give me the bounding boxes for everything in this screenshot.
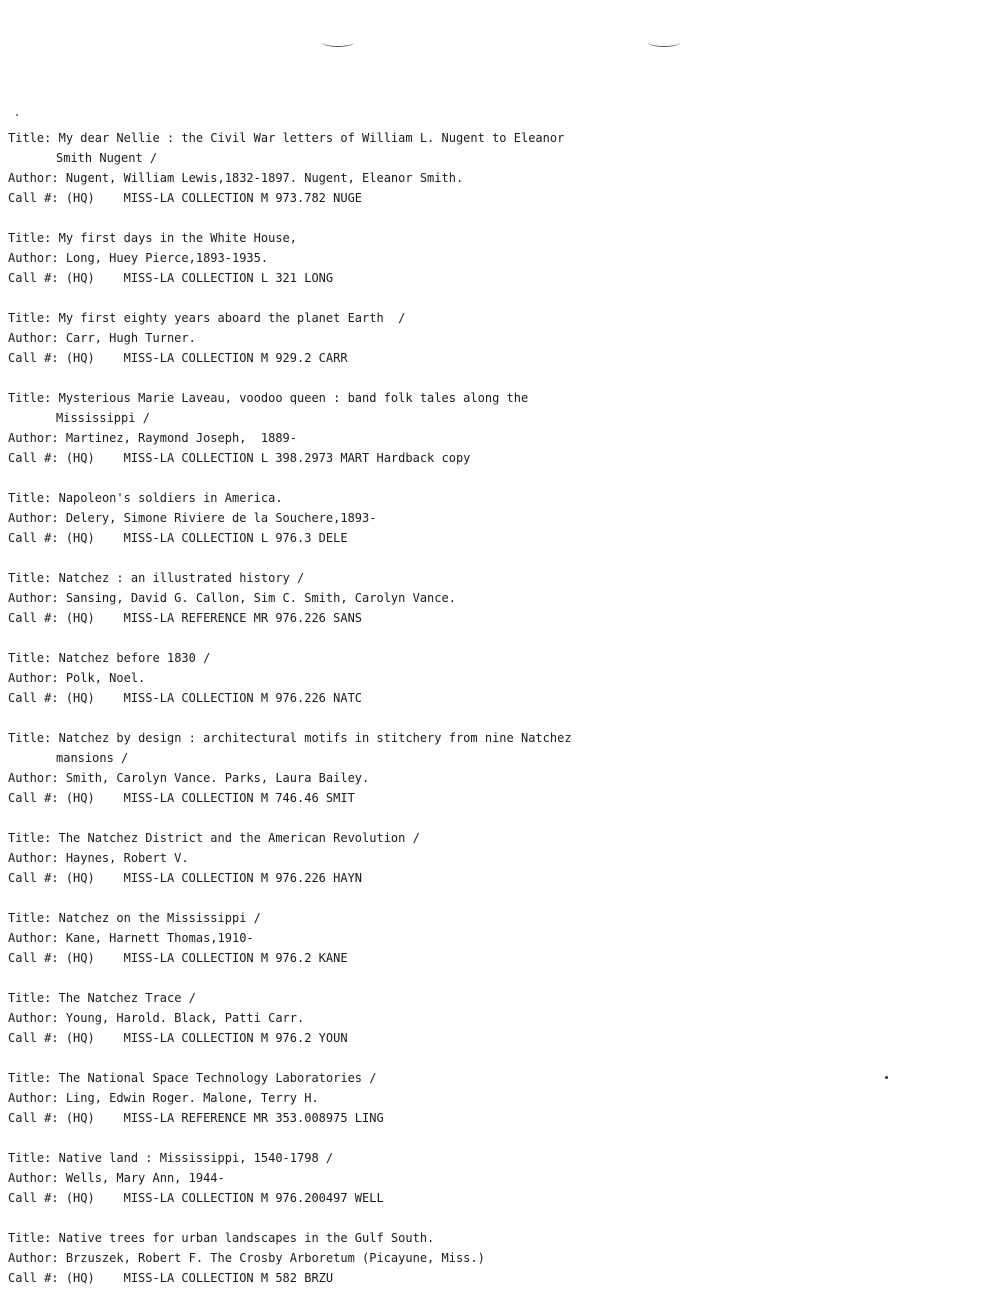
- author-label: Author:: [8, 171, 59, 185]
- title-line: [8, 988, 978, 1008]
- author-line: [8, 328, 978, 348]
- title-label: Title:: [8, 1071, 52, 1085]
- entry-call-number: (HQ) MISS-LA COLLECTION L 976.3 DELE: [65, 531, 348, 545]
- author-line: [8, 1088, 978, 1108]
- title-label: Title:: [8, 311, 52, 325]
- call-number-label: Call #:: [8, 191, 59, 205]
- title-line: [8, 828, 978, 848]
- call-number-label: Call #:: [8, 351, 59, 365]
- title-label: Title:: [8, 571, 52, 585]
- title-label: Title:: [8, 831, 52, 845]
- author-label: Author:: [8, 1171, 59, 1185]
- entry-call-number: (HQ) MISS-LA REFERENCE MR 353.008975 LING: [65, 1111, 384, 1125]
- call-number-line: [8, 188, 978, 208]
- entry-call-number: (HQ) MISS-LA COLLECTION M 976.226 HAYN: [65, 871, 363, 885]
- author-line: [8, 168, 978, 188]
- call-number-line: [8, 448, 978, 468]
- entry-title: Mysterious Marie Laveau, voodoo queen : band folk tales along the: [58, 391, 529, 405]
- title-label: Title:: [8, 131, 52, 145]
- author-label: Author:: [8, 1251, 59, 1265]
- catalog-entry: [8, 1068, 978, 1128]
- author-label: Author:: [8, 591, 59, 605]
- title-line: [8, 908, 978, 928]
- entry-author: Long, Huey Pierce,1893-1935.: [65, 251, 269, 265]
- entry-title: The Natchez District and the American Revolution /: [58, 831, 420, 845]
- call-number-line: [8, 1028, 978, 1048]
- entry-author: Polk, Noel.: [65, 671, 146, 685]
- entry-title: The Natchez Trace /: [58, 991, 196, 1005]
- entry-title: Natchez : an illustrated history /: [58, 571, 305, 585]
- title-line: [8, 1228, 978, 1248]
- entry-author: Martinez, Raymond Joseph, 1889-: [65, 431, 297, 445]
- entry-title: My dear Nellie : the Civil War letters of William L. Nugent to Eleanor: [58, 131, 565, 145]
- call-number-label: Call #:: [8, 271, 59, 285]
- entry-call-number: (HQ) MISS-LA COLLECTION M 973.782 NUGE: [65, 191, 363, 205]
- author-line: [8, 848, 978, 868]
- catalog-entry: [8, 648, 978, 708]
- author-label: Author:: [8, 511, 59, 525]
- author-line: [8, 428, 978, 448]
- entry-title: Natchez before 1830 /: [58, 651, 211, 665]
- entry-call-number: (HQ) MISS-LA COLLECTION M 582 BRZU: [65, 1271, 334, 1285]
- title-label: Title:: [8, 911, 52, 925]
- author-label: Author:: [8, 851, 59, 865]
- call-number-line: [8, 868, 978, 888]
- catalog-entry: [8, 568, 978, 628]
- catalog-entry: [8, 308, 978, 368]
- entry-author: Sansing, David G. Callon, Sim C. Smith, Carolyn Vance.: [65, 591, 456, 605]
- catalog-entry: [8, 388, 978, 468]
- scan-speck: [16, 114, 18, 116]
- author-label: Author:: [8, 1011, 59, 1025]
- entry-call-number: (HQ) MISS-LA COLLECTION M 976.226 NATC: [65, 691, 363, 705]
- catalog-entry: [8, 728, 978, 808]
- entry-title: Native land : Mississippi, 1540-1798 /: [58, 1151, 334, 1165]
- author-line: [8, 248, 978, 268]
- catalog-entry: [8, 908, 978, 968]
- call-number-label: Call #:: [8, 1031, 59, 1045]
- title-line: [8, 488, 978, 508]
- title-line: [8, 228, 978, 248]
- entry-call-number: (HQ) MISS-LA COLLECTION M 746.46 SMIT: [65, 791, 355, 805]
- catalog-entry: [8, 1228, 978, 1288]
- entry-author: Carr, Hugh Turner.: [65, 331, 196, 345]
- entry-call-number: (HQ) MISS-LA COLLECTION L 398.2973 MART Hardback copy: [65, 451, 471, 465]
- author-line: [8, 1008, 978, 1028]
- author-line: [8, 768, 978, 788]
- call-number-label: Call #:: [8, 1191, 59, 1205]
- title-label: Title:: [8, 231, 52, 245]
- catalog-entry: [8, 1148, 978, 1208]
- call-number-line: [8, 268, 978, 288]
- entry-call-number: (HQ) MISS-LA COLLECTION M 976.200497 WELL: [65, 1191, 384, 1205]
- entry-call-number: (HQ) MISS-LA COLLECTION M 976.2 YOUN: [65, 1031, 348, 1045]
- call-number-line: [8, 788, 978, 808]
- call-number-line: [8, 688, 978, 708]
- catalog-entry: [8, 488, 978, 548]
- entry-author: Haynes, Robert V.: [65, 851, 189, 865]
- catalog-entry-list: [8, 128, 978, 1308]
- catalog-entry: [8, 988, 978, 1048]
- entry-call-number: (HQ) MISS-LA REFERENCE MR 976.226 SANS: [65, 611, 363, 625]
- title-line: [8, 1068, 978, 1088]
- call-number-line: [8, 528, 978, 548]
- title-line: [8, 1148, 978, 1168]
- title-label: Title:: [8, 491, 52, 505]
- entry-author: Brzuszek, Robert F. The Crosby Arboretum (Picayune, Miss.): [65, 1251, 485, 1265]
- author-label: Author:: [8, 931, 59, 945]
- title-line: [8, 568, 978, 588]
- call-number-label: Call #:: [8, 951, 59, 965]
- call-number-label: Call #:: [8, 1111, 59, 1125]
- catalog-entry: [8, 228, 978, 288]
- call-number-label: Call #:: [8, 531, 59, 545]
- call-number-line: [8, 1268, 978, 1288]
- entry-author: Ling, Edwin Roger. Malone, Terry H.: [65, 1091, 319, 1105]
- title-label: Title:: [8, 1151, 52, 1165]
- title-line: [8, 388, 978, 408]
- author-line: [8, 588, 978, 608]
- author-label: Author:: [8, 671, 59, 685]
- entry-author: Nugent, William Lewis,1832-1897. Nugent, Eleanor Smith.: [65, 171, 464, 185]
- title-line: [8, 308, 978, 328]
- entry-title: Natchez on the Mississippi /: [58, 911, 261, 925]
- author-label: Author:: [8, 251, 59, 265]
- scan-mark-left: [322, 38, 354, 47]
- entry-title: My first days in the White House,: [58, 231, 298, 245]
- title-line: [8, 728, 978, 748]
- call-number-label: Call #:: [8, 611, 59, 625]
- scan-mark-right: [648, 38, 680, 47]
- entry-call-number: (HQ) MISS-LA COLLECTION M 929.2 CARR: [65, 351, 348, 365]
- title-label: Title:: [8, 1231, 52, 1245]
- entry-title: Native trees for urban landscapes in the Gulf South.: [58, 1231, 435, 1245]
- author-line: [8, 508, 978, 528]
- author-line: [8, 668, 978, 688]
- author-line: [8, 928, 978, 948]
- author-label: Author:: [8, 331, 59, 345]
- call-number-label: Call #:: [8, 1271, 59, 1285]
- author-line: [8, 1168, 978, 1188]
- call-number-line: [8, 348, 978, 368]
- entry-title: My first eighty years aboard the planet Earth /: [58, 311, 406, 325]
- call-number-label: Call #:: [8, 871, 59, 885]
- call-number-label: Call #:: [8, 791, 59, 805]
- entry-title: The National Space Technology Laboratories /: [58, 1071, 377, 1085]
- title-continuation: Smith Nugent /: [56, 151, 158, 165]
- title-continuation: mansions /: [56, 751, 129, 765]
- author-label: Author:: [8, 1091, 59, 1105]
- catalog-entry: [8, 128, 978, 208]
- call-number-line: [8, 1188, 978, 1208]
- author-line: [8, 1248, 978, 1268]
- author-label: Author:: [8, 431, 59, 445]
- author-label: Author:: [8, 771, 59, 785]
- entry-author: Kane, Harnett Thomas,1910-: [65, 931, 254, 945]
- title-line: [8, 128, 978, 148]
- call-number-label: Call #:: [8, 691, 59, 705]
- title-continuation: Mississippi /: [56, 411, 150, 425]
- title-line: [8, 648, 978, 668]
- call-number-line: [8, 948, 978, 968]
- entry-call-number: (HQ) MISS-LA COLLECTION M 976.2 KANE: [65, 951, 348, 965]
- entry-author: Smith, Carolyn Vance. Parks, Laura Bailey.: [65, 771, 370, 785]
- entry-title: Natchez by design : architectural motifs in stitchery from nine Natchez: [58, 731, 572, 745]
- title-label: Title:: [8, 731, 52, 745]
- title-label: Title:: [8, 391, 52, 405]
- entry-author: Wells, Mary Ann, 1944-: [65, 1171, 225, 1185]
- title-label: Title:: [8, 651, 52, 665]
- entry-title: Napoleon's soldiers in America.: [58, 491, 283, 505]
- entry-author: Young, Harold. Black, Patti Carr.: [65, 1011, 305, 1025]
- catalog-entry: [8, 828, 978, 888]
- entry-author: Delery, Simone Riviere de la Souchere,1893-: [65, 511, 377, 525]
- title-label: Title:: [8, 991, 52, 1005]
- entry-call-number: (HQ) MISS-LA COLLECTION L 321 LONG: [65, 271, 334, 285]
- call-number-line: [8, 608, 978, 628]
- call-number-line: [8, 1108, 978, 1128]
- call-number-label: Call #:: [8, 451, 59, 465]
